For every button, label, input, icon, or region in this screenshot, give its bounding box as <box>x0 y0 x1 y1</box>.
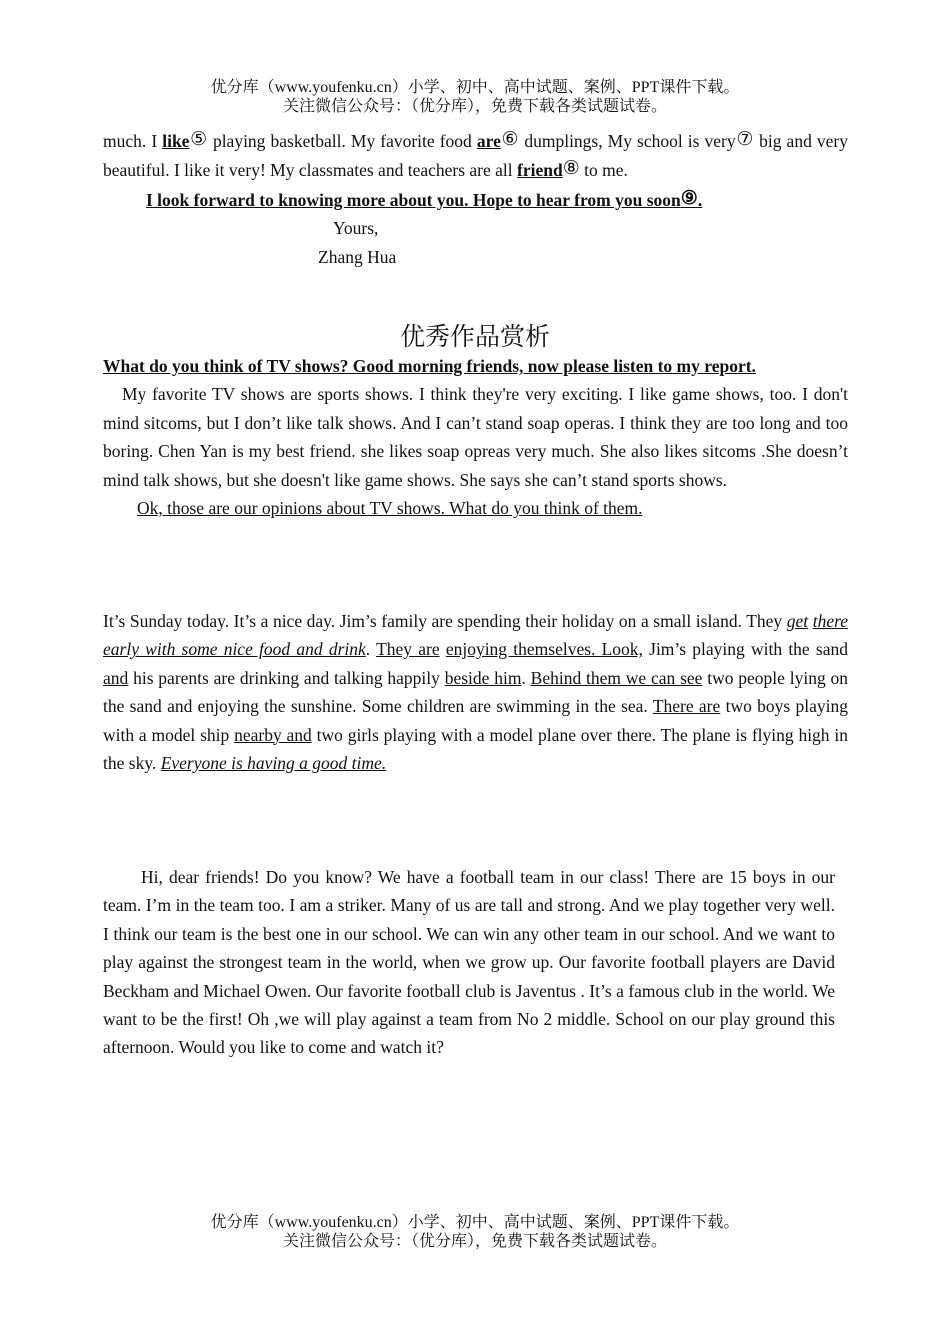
blank-answer-5: like <box>162 131 190 151</box>
page-header <box>0 78 950 116</box>
essay-island <box>103 607 848 777</box>
essay1-ending: Ok, those are our opinions about TV shows. What do you think of them. <box>137 498 643 519</box>
letter-signature: Zhang Hua <box>318 246 397 267</box>
letter-yours: Yours, <box>333 218 379 239</box>
letter-closing-line: I look forward to knowing more about you. Hope to hear from you soon⑨. <box>146 187 703 210</box>
number-marker-7: ⑦ <box>735 129 755 150</box>
page-footer <box>0 1213 950 1251</box>
footer-line-1: 优分库（www.youfenku.cn）小学、初中、高中试题、案例、PPT课件下载。 <box>210 1214 740 1231</box>
section-title: 优秀作品赏析 <box>399 322 550 351</box>
number-marker-6: ⑥ <box>500 129 520 150</box>
number-marker-9: ⑨ <box>680 187 698 209</box>
letter-fragment <box>103 126 848 271</box>
letter-paragraph: much. I like⑤ playing basketball. My favorite food are⑥ dumplings, My school is very⑦ big and very beautiful. I like it very! My classmates and teachers are all friend⑧ to me. <box>103 129 848 181</box>
essay2-body: It’s Sunday today. It’s a nice day. Jim’s family are spending their holiday on a small island. They get there early with some nice food and drink. They are enjoying themselves. Look, Jim’s playing with the sand and his parents are drinking and talking happily beside him. Behind them we can see two people lying on the sand and enjoying the sunshine. Some children are swimming in the sea. There are two boys playing with a model ship nearby and two girls playing with a model plane over there. The plane is flying high in the sky. Everyone is having a good time. <box>103 611 849 774</box>
essay-tv-shows <box>103 352 848 522</box>
header-line-2: 关注微信公众号：（优分库），免费下载各类试题试卷。 <box>282 98 667 115</box>
number-marker-5: ⑤ <box>189 129 208 150</box>
essay1-body: My favorite TV shows are sports shows. I think they're very exciting. I like game shows, too. I don't mind sitcoms, but I don’t like talk shows. And I can’t stand soap operas. I think they are too long and too boring. Chen Yan is my best friend. she likes soap opreas very much. She also likes sitcoms .She doesn’t mind talk shows, but she doesn't like game shows. She says she can’t stand sports shows. <box>103 384 848 490</box>
essay3-body: Hi, dear friends! Do you know? We have a football team in our class! There are 15 boys in our team. I’m in the team too. I am a striker. Many of us are tall and strong. And we play together very well. I think our team is the best one in our school. We can win any other team in our school. And we want to play against the strongest team in the world, when we grow up. Our favorite football players are David Beckham and Michael Owen. Our favorite football club is Javentus . It’s a famous club in the world. We want to be the first! Oh ,we will play against a team from No 2 middle. School on our play ground this afternoon. Would you like to come and watch it? <box>103 867 835 1058</box>
essay1-intro: What do you think of TV shows? Good morning friends, now please listen to my report. <box>103 356 756 376</box>
essay-football-team <box>103 863 835 1062</box>
blank-answer-6: are <box>476 131 501 151</box>
header-line-1: 优分库（www.youfenku.cn）小学、初中、高中试题、案例、PPT课件下载。 <box>210 79 740 96</box>
number-marker-8: ⑧ <box>562 158 580 180</box>
footer-line-2: 关注微信公众号：（优分库），免费下载各类试题试卷。 <box>282 1233 667 1250</box>
blank-answer-8: friend <box>517 160 563 181</box>
